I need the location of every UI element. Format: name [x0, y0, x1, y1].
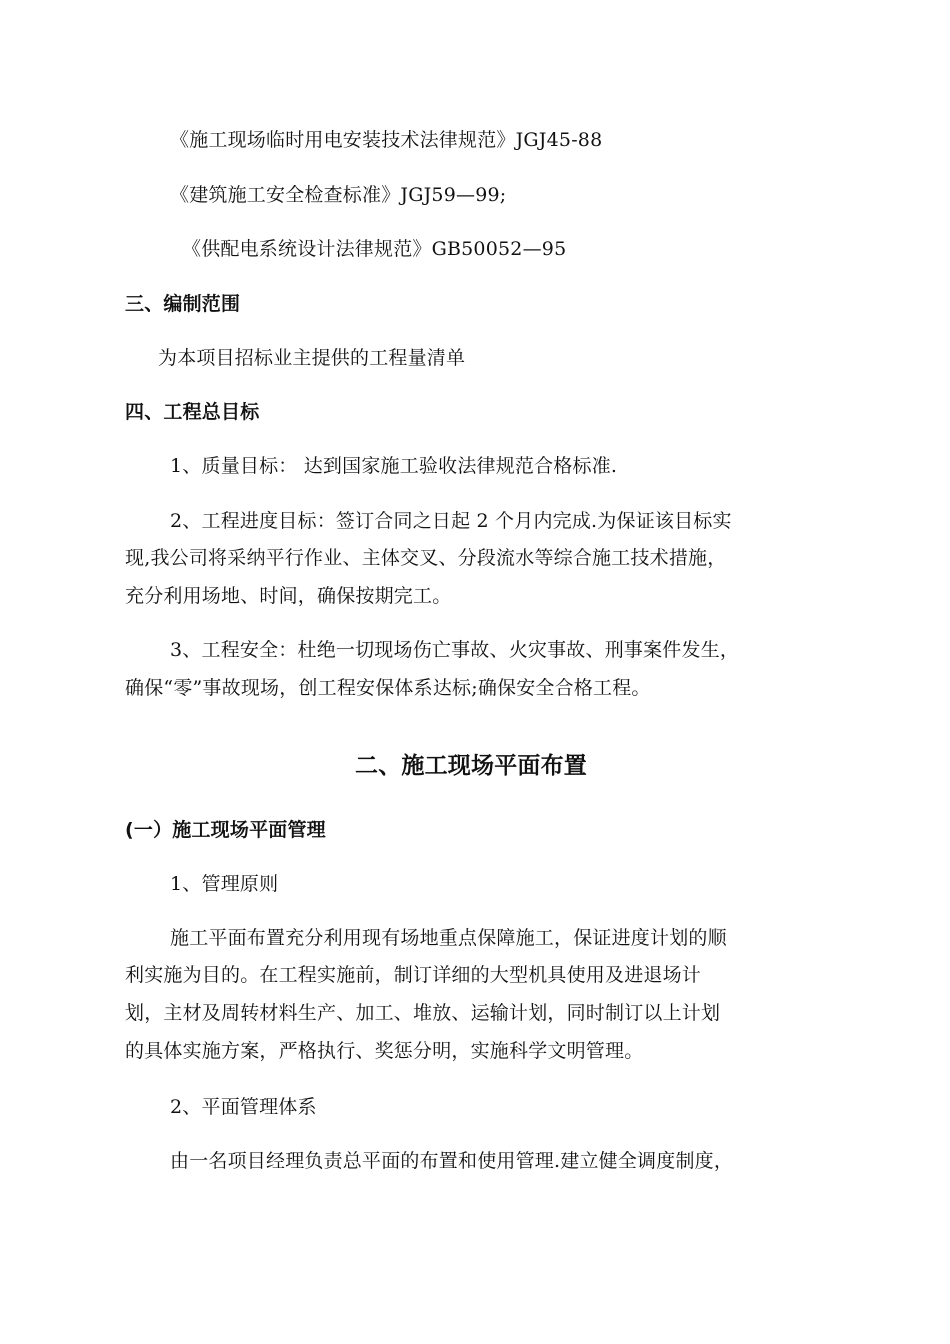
- paragraph-line: 2、工程进度目标：签订合同之日起 2 个月内完成.为保证该目标实: [170, 510, 732, 532]
- paragraph-line: 施工平面布置充分利用现有场地重点保障施工，保证进度计划的顺: [170, 927, 727, 949]
- paragraph-line: 现,我公司将采纳平行作业、主体交叉、分段流水等综合施工技术措施，: [125, 547, 727, 569]
- paragraph-line: 3、工程安全：杜绝一切现场伤亡事故、火灾事故、刑事案件发生，: [170, 639, 740, 661]
- standard-item: 《建筑施工安全检查标准》JGJ59—99;: [170, 184, 507, 206]
- paragraph-line: 充分利用场地、时间，确保按期完工。: [125, 585, 452, 607]
- section-heading: 三、编制范围: [125, 293, 241, 315]
- paragraph-line: 划，主材及周转材料生产、加工、堆放、运输计划，同时制订以上计划: [125, 1002, 721, 1024]
- paragraph-heading: 2、平面管理体系: [170, 1096, 317, 1118]
- paragraph-line: 的具体实施方案，严格执行、奖惩分明，实施科学文明管理。: [125, 1040, 644, 1062]
- paragraph-line: 利实施为目的。在工程实施前，制订详细的大型机具使用及进退场计: [125, 964, 702, 986]
- subsection-heading: (一）施工现场平面管理: [125, 819, 326, 841]
- chapter-title: 二、施工现场平面布置: [355, 753, 587, 779]
- standard-item: 《施工现场临时用电安装技术法律规范》JGJ45-88: [170, 129, 603, 151]
- paragraph-line: 由一名项目经理负责总平面的布置和使用管理.建立健全调度制度，: [170, 1150, 734, 1172]
- list-item: 1、质量目标： 达到国家施工验收法律规范合格标准.: [170, 455, 618, 477]
- paragraph-heading: 1、管理原则: [170, 873, 279, 895]
- standard-item: 《供配电系统设计法律规范》GB50052—95: [182, 238, 567, 260]
- paragraph-line: 确保“零”事故现场，创工程安保体系达标;确保安全合格工程。: [125, 677, 651, 699]
- paragraph: 为本项目招标业主提供的工程量清单: [158, 347, 466, 369]
- section-heading: 四、工程总目标: [125, 401, 260, 423]
